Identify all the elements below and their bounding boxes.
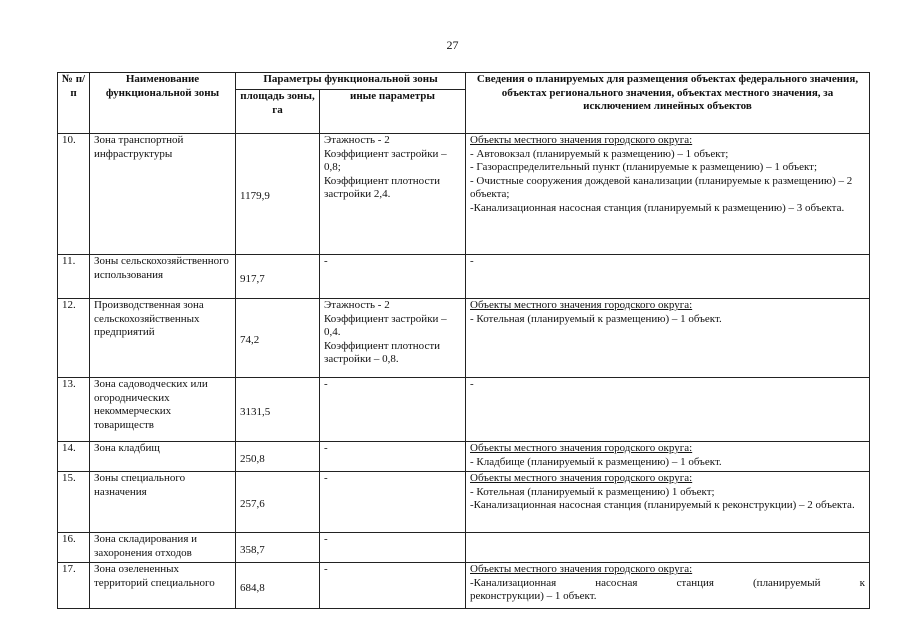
table-row <box>58 255 870 299</box>
zone-params: - <box>320 442 466 472</box>
zone-info: Объекты местного значения городского округа: - Котельная (планируемый к размещению) 1 объект; -Канализационная насосная станция (планируемый к реконструкции) – 2 объекта. <box>466 472 870 533</box>
zone-info: Объекты местного значения городского округа: - Котельная (планируемый к размещению) – 1 объект. <box>466 299 870 378</box>
table-row <box>58 442 870 472</box>
zones-table <box>57 72 870 609</box>
zone-area: 917,7 <box>236 255 320 299</box>
row-num: 11. <box>58 255 90 299</box>
zone-params: Этажность - 2 Коэффициент застройки – 0,4. Коэффициент плотности застройки – 0,8. <box>320 299 466 378</box>
zone-params: - <box>320 255 466 299</box>
zone-name: Зоны специального назначения <box>90 472 236 533</box>
zone-area: 358,7 <box>236 533 320 563</box>
zone-area: 684,8 <box>236 563 320 609</box>
header-area: площадь зоны, га <box>236 90 320 134</box>
header-params: Параметры функциональной зоны <box>236 73 466 90</box>
table-row <box>58 472 870 533</box>
zone-params: Этажность - 2 Коэффициент застройки – 0,8; Коэффициент плотности застройки 2,4. <box>320 134 466 255</box>
zone-params: - <box>320 533 466 563</box>
row-num: 16. <box>58 533 90 563</box>
zone-params: - <box>320 472 466 533</box>
header-info: Сведения о планируемых для размещения объектах федерального значения, объектах регионального значения, объектах местного значения, за исключением линейных объектов <box>466 73 870 134</box>
row-num: 14. <box>58 442 90 472</box>
table-row <box>58 563 870 609</box>
zone-params: - <box>320 378 466 442</box>
row-num: 13. <box>58 378 90 442</box>
zone-area: 257,6 <box>236 472 320 533</box>
zone-name: Зоны сельскохозяйственного использования <box>90 255 236 299</box>
zone-info: Объекты местного значения городского округа: -Канализационная насосная станция (планируемый к реконструкции) – 1 объект. <box>466 563 870 609</box>
table-row <box>58 134 870 255</box>
zone-info: Объекты местного значения городского округа: - Автовокзал (планируемый к размещению) – 1 объект; - Газораспределительный пункт (планируемые к размещению) – 1 объект; - Очистные сооружения дождевой канализации (планируемые к размещению) – 2 объекта; -Канализационная насосная станция (планируемый к размещению) – 3 объекта. <box>466 134 870 255</box>
zone-name: Зона садоводческих или огороднических некоммерческих товариществ <box>90 378 236 442</box>
zone-name: Зона складирования и захоронения отходов <box>90 533 236 563</box>
row-num: 17. <box>58 563 90 609</box>
row-num: 12. <box>58 299 90 378</box>
row-num: 10. <box>58 134 90 255</box>
header-name: Наименование функциональной зоны <box>90 73 236 134</box>
zone-name: Производственная зона сельскохозяйственных предприятий <box>90 299 236 378</box>
zone-name: Зона кладбищ <box>90 442 236 472</box>
page-number: 27 <box>446 38 459 52</box>
zone-info: Объекты местного значения городского округа: - Кладбище (планируемый к размещению) – 1 объект. <box>466 442 870 472</box>
zone-area: 74,2 <box>236 299 320 378</box>
zone-info: - <box>466 378 870 442</box>
zone-area: 1179,9 <box>236 134 320 255</box>
row-num: 15. <box>58 472 90 533</box>
zone-params: - <box>320 563 466 609</box>
header-other: иные параметры <box>320 90 466 134</box>
zone-info <box>466 533 870 563</box>
zone-info: - <box>466 255 870 299</box>
table-row <box>58 533 870 563</box>
zone-area: 250,8 <box>236 442 320 472</box>
table-row <box>58 299 870 378</box>
header-num: № п/п <box>58 73 90 134</box>
zone-name: Зона транспортной инфраструктуры <box>90 134 236 255</box>
zone-name: Зона озелененных территорий специального <box>90 563 236 609</box>
zone-area: 3131,5 <box>236 378 320 442</box>
table-row <box>58 378 870 442</box>
